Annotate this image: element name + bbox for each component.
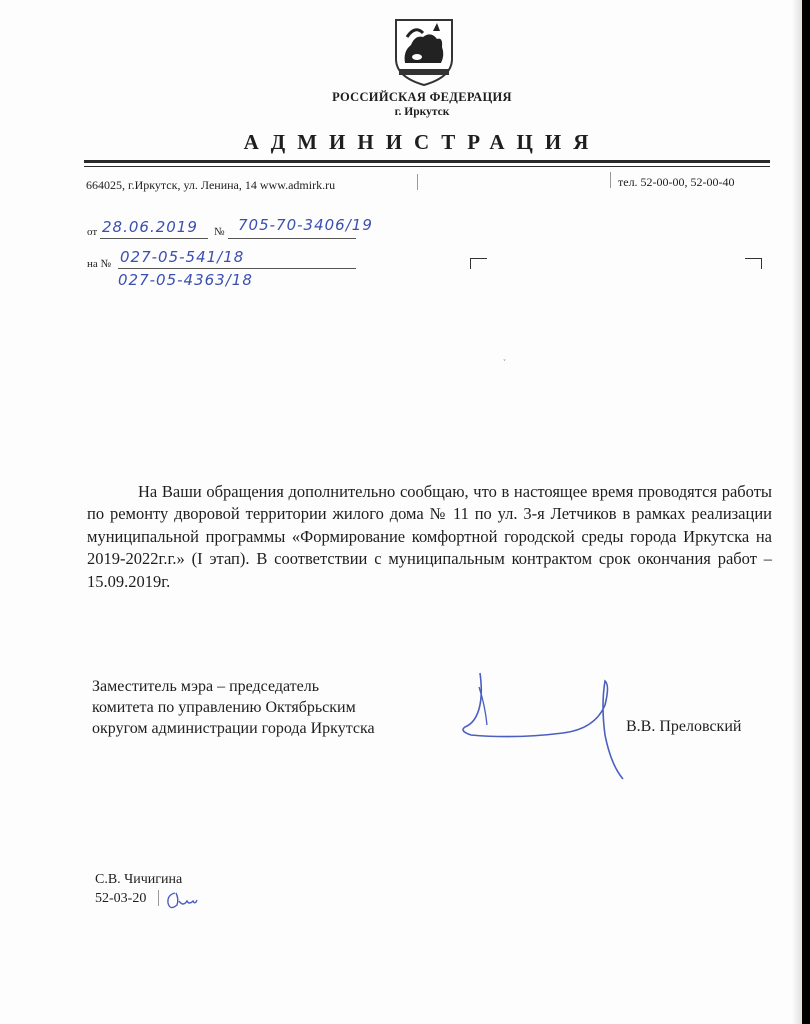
handwritten-signature (455, 665, 640, 785)
signer-name: В.В. Преловский (626, 718, 742, 735)
scan-mark: ˯ (503, 351, 506, 361)
city-label: г. Иркутск (394, 106, 450, 118)
date-underline (100, 238, 208, 239)
divider (417, 174, 418, 190)
signer-position-2: комитета по управлению Октябрьским (92, 699, 356, 716)
address-corner-left (470, 258, 487, 269)
divider (158, 890, 159, 906)
reply-number-2: 027-05-4363/18 (118, 271, 253, 289)
reply-number-1: 027-05-541/18 (120, 248, 245, 266)
executor-name: С.В. Чичигина (95, 872, 183, 887)
reply-label: на № (87, 258, 112, 270)
executor-phone: 52-03-20 (95, 891, 147, 906)
phone-line: тел. 52-00-00, 52-00-40 (618, 175, 735, 189)
header-rule-thin (84, 166, 770, 167)
registration-number: 705-70-3406/19 (238, 216, 373, 234)
letter-body: На Ваши обращения дополнительно сообщаю, что в настоящее время проводятся работы по ремонту дворовой территории жилого дома № 11 по ул. 3-я Летчиков в рамках реализации муниципальной программы «Формирование комфортной городской среды города Иркутска на 2019-2022г.г.» (I этап). В соответствии с муниципальным контрактом срок окончания работ – 15.09.2019г. (87, 482, 772, 591)
reply-underline (118, 268, 356, 269)
address-line: 664025, г.Иркутск, ул. Ленина, 14 www.admirk.ru (86, 178, 336, 192)
header-rule-thick (84, 160, 770, 163)
page-title: АДМИНИСТРАЦИЯ (243, 130, 601, 154)
federation-label: РОССИЙСКАЯ ФЕДЕРАЦИЯ (332, 90, 512, 104)
executor-initials-scribble (163, 887, 203, 913)
address-corner-right (745, 258, 762, 269)
divider (610, 172, 611, 188)
signer-position-3: округом администрации города Иркутска (92, 720, 375, 737)
registration-date: 28.06.2019 (102, 218, 198, 236)
signer-position-1: Заместитель мэра – председатель (92, 678, 320, 695)
from-label: от (87, 226, 98, 238)
irkutsk-coat-of-arms-icon (393, 17, 455, 87)
number-label: № (214, 226, 225, 238)
number-underline (228, 238, 356, 239)
